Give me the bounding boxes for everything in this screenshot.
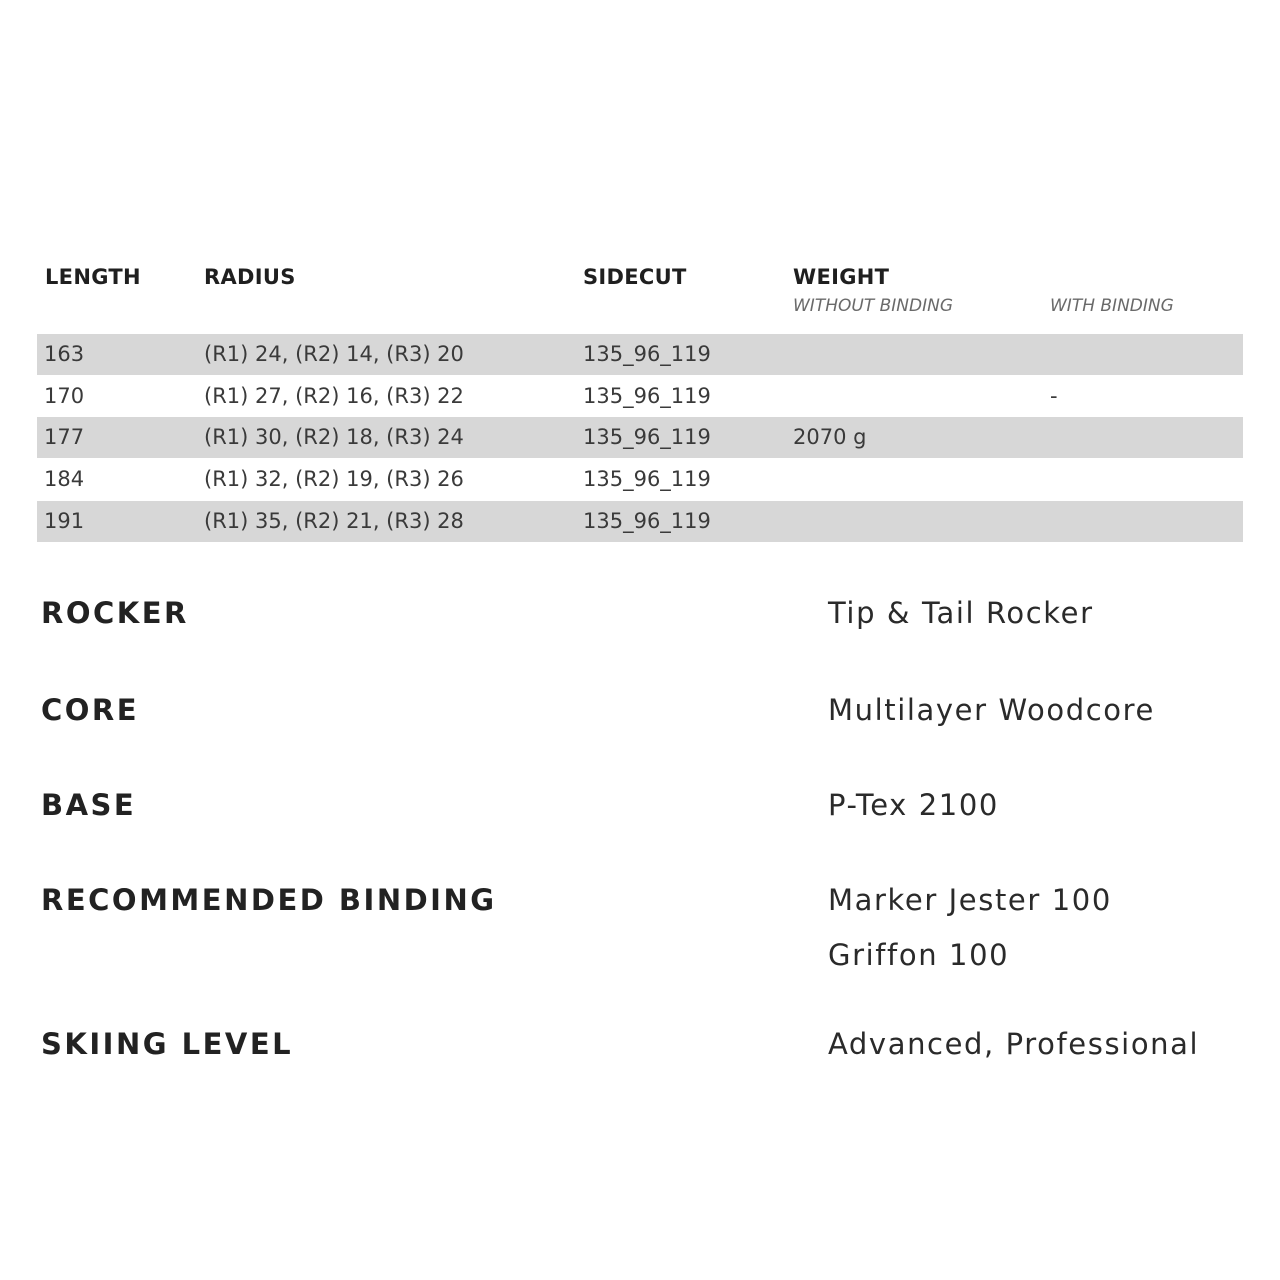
header-sidecut: SIDECUT <box>583 265 687 289</box>
cell-radius: (R1) 35, (R2) 21, (R3) 28 <box>204 509 464 533</box>
cell-length: 170 <box>44 384 85 408</box>
table-row <box>37 376 1243 417</box>
cell-length: 163 <box>44 342 85 366</box>
header-radius: RADIUS <box>204 265 296 289</box>
cell-sidecut: 135_96_119 <box>583 425 711 449</box>
table-row <box>37 501 1243 542</box>
cell-sidecut: 135_96_119 <box>583 509 711 533</box>
spec-value-binding-1: Marker Jester 100 <box>828 883 1112 917</box>
spec-label-rocker: ROCKER <box>41 596 189 630</box>
table-row <box>37 459 1243 500</box>
spec-value-binding-2: Griffon 100 <box>828 938 1010 972</box>
header-length: LENGTH <box>45 265 141 289</box>
table-row <box>37 417 1243 458</box>
spec-value-core: Multilayer Woodcore <box>828 693 1155 727</box>
table-row <box>37 334 1243 375</box>
header-without-binding: WITHOUT BINDING <box>793 296 953 316</box>
cell-weight-with: - <box>1050 384 1058 408</box>
cell-sidecut: 135_96_119 <box>583 384 711 408</box>
cell-radius: (R1) 32, (R2) 19, (R3) 26 <box>204 467 464 491</box>
spec-label-binding: RECOMMENDED BINDING <box>41 883 497 917</box>
cell-sidecut: 135_96_119 <box>583 467 711 491</box>
header-weight: WEIGHT <box>793 265 890 289</box>
cell-length: 184 <box>44 467 85 491</box>
cell-radius: (R1) 30, (R2) 18, (R3) 24 <box>204 425 464 449</box>
cell-length: 177 <box>44 425 85 449</box>
cell-radius: (R1) 27, (R2) 16, (R3) 22 <box>204 384 464 408</box>
header-with-binding: WITH BINDING <box>1050 296 1174 316</box>
spec-label-core: CORE <box>41 693 140 727</box>
cell-weight-without: 2070 g <box>793 425 867 449</box>
cell-radius: (R1) 24, (R2) 14, (R3) 20 <box>204 342 464 366</box>
spec-value-skiing-level: Advanced, Professional <box>828 1027 1200 1061</box>
spec-value-base: P-Tex 2100 <box>828 788 999 822</box>
cell-sidecut: 135_96_119 <box>583 342 711 366</box>
cell-length: 191 <box>44 509 85 533</box>
spec-value-rocker: Tip & Tail Rocker <box>828 596 1094 630</box>
spec-label-base: BASE <box>41 788 137 822</box>
spec-label-skiing-level: SKIING LEVEL <box>41 1027 294 1061</box>
